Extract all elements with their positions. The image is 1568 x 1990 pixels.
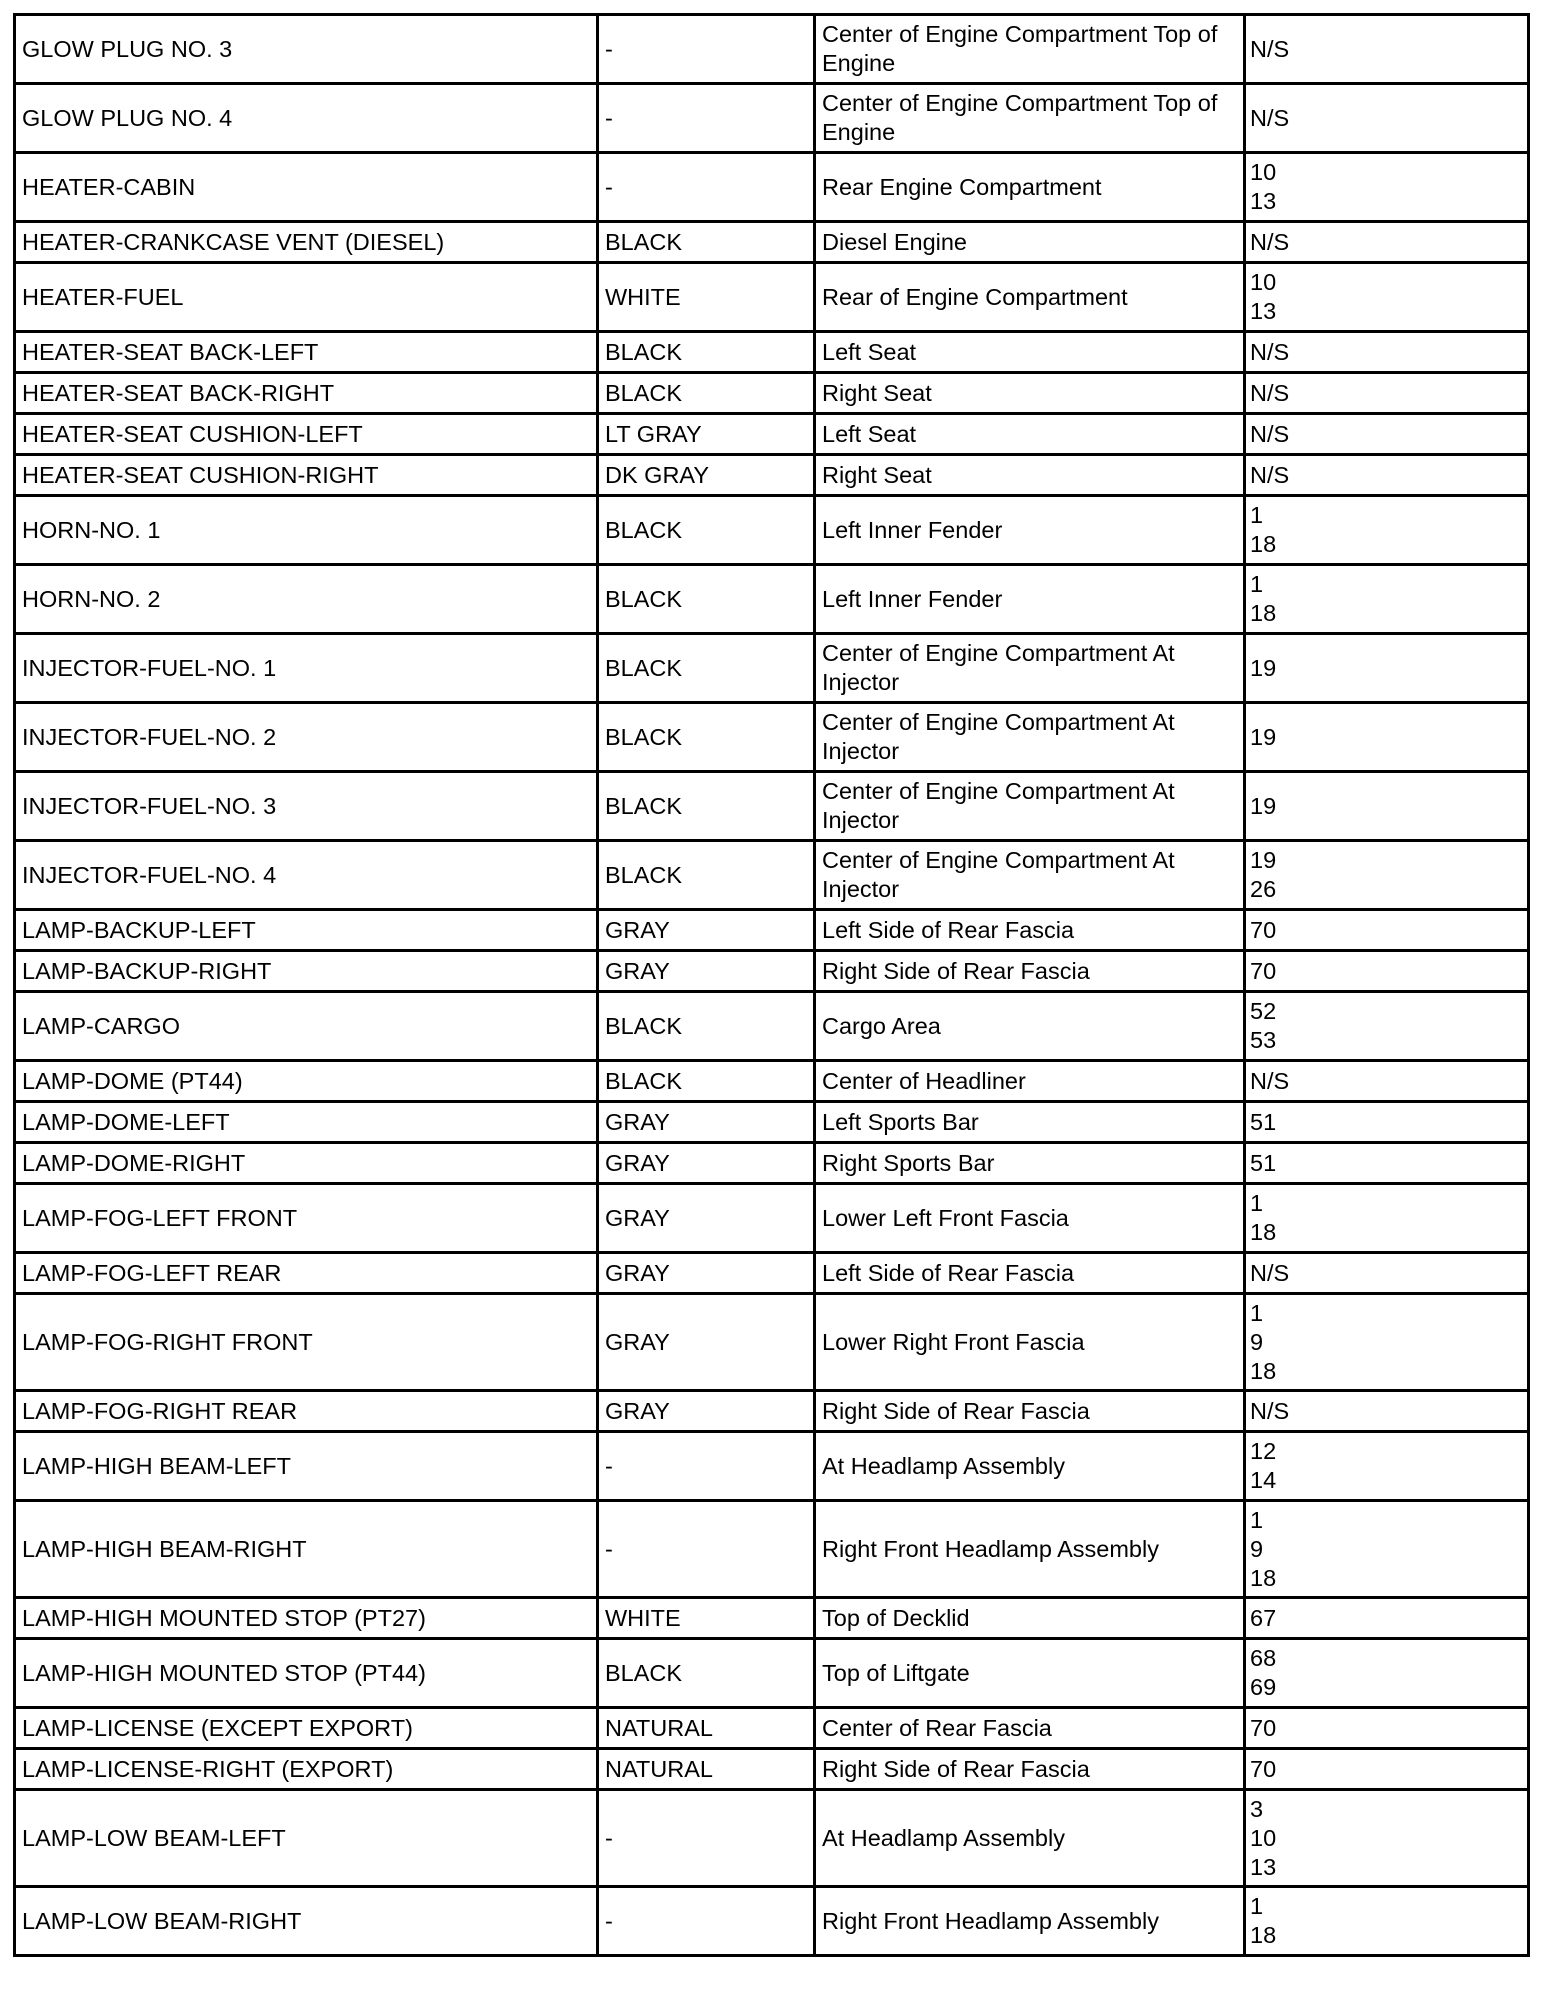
fig-cell <box>1245 772 1529 841</box>
fig-cell <box>1245 565 1529 634</box>
location-cell: Left Inner Fender <box>815 496 1245 565</box>
fig-cell <box>1245 1749 1529 1790</box>
table-row <box>15 1598 1529 1639</box>
connector-color-cell: BLACK <box>598 772 815 841</box>
location-cell: Cargo Area <box>815 992 1245 1061</box>
table-row <box>15 1391 1529 1432</box>
table-row <box>15 951 1529 992</box>
location-cell: Rear of Engine Compartment <box>815 263 1245 332</box>
location-cell: Top of Liftgate <box>815 1639 1245 1708</box>
fig-number: N/S <box>1250 35 1290 62</box>
fig-cell <box>1245 992 1529 1061</box>
location-cell: Right Side of Rear Fascia <box>815 1391 1245 1432</box>
location-cell: Left Inner Fender <box>815 565 1245 634</box>
connector-color-cell: BLACK <box>598 992 815 1061</box>
connector-color-cell: BLACK <box>598 332 815 373</box>
fig-number: 10 <box>1250 269 1277 295</box>
fig-number: 70 <box>1250 1714 1277 1741</box>
fig-number: 70 <box>1250 916 1277 943</box>
location-cell: Center of Engine Compartment At Injector <box>815 634 1245 703</box>
location-cell: Top of Decklid <box>815 1598 1245 1639</box>
table-row <box>15 1790 1529 1887</box>
fig-number: 51 <box>1250 1149 1277 1176</box>
fig-number: 19 <box>1250 723 1277 750</box>
location-cell: Right Seat <box>815 455 1245 496</box>
component-cell: HEATER-CRANKCASE VENT (DIESEL) <box>15 222 598 263</box>
table-row <box>15 455 1529 496</box>
table-row <box>15 1253 1529 1294</box>
fig-number: 12 <box>1250 1438 1277 1464</box>
component-cell: HORN-NO. 2 <box>15 565 598 634</box>
location-cell: Right Side of Rear Fascia <box>815 951 1245 992</box>
component-cell: HEATER-SEAT BACK-RIGHT <box>15 373 598 414</box>
component-cell: LAMP-BACKUP-LEFT <box>15 910 598 951</box>
fig-cell <box>1245 1639 1529 1708</box>
component-cell: LAMP-DOME-RIGHT <box>15 1143 598 1184</box>
component-cell: LAMP-CARGO <box>15 992 598 1061</box>
component-cell: LAMP-DOME (PT44) <box>15 1061 598 1102</box>
connector-color-cell: GRAY <box>598 1391 815 1432</box>
location-cell: At Headlamp Assembly <box>815 1432 1245 1501</box>
component-cell: LAMP-HIGH MOUNTED STOP (PT44) <box>15 1639 598 1708</box>
connector-color-cell: NATURAL <box>598 1708 815 1749</box>
table-row <box>15 992 1529 1061</box>
fig-number: 13 <box>1250 188 1277 214</box>
fig-cell <box>1245 222 1529 263</box>
component-cell: LAMP-DOME-LEFT <box>15 1102 598 1143</box>
table-row <box>15 1102 1529 1143</box>
fig-cell <box>1245 1143 1529 1184</box>
location-cell: Center of Engine Compartment At Injector <box>815 772 1245 841</box>
table-row <box>15 15 1529 84</box>
fig-cell <box>1245 1294 1529 1391</box>
fig-number: 52 <box>1250 998 1277 1024</box>
fig-number: 10 <box>1250 159 1277 185</box>
connector-color-cell: BLACK <box>598 1061 815 1102</box>
fig-cell <box>1245 703 1529 772</box>
fig-cell <box>1245 1391 1529 1432</box>
fig-number: 67 <box>1250 1604 1277 1631</box>
fig-cell <box>1245 373 1529 414</box>
component-cell: INJECTOR-FUEL-NO. 3 <box>15 772 598 841</box>
fig-number: N/S <box>1250 1397 1290 1424</box>
fig-number: 1 <box>1250 502 1264 528</box>
fig-number: 18 <box>1250 1219 1277 1245</box>
table-row <box>15 703 1529 772</box>
fig-cell <box>1245 910 1529 951</box>
fig-cell <box>1245 15 1529 84</box>
table-row <box>15 222 1529 263</box>
fig-number: 9 <box>1250 1328 1264 1355</box>
connector-color-cell: BLACK <box>598 703 815 772</box>
connector-color-cell: LT GRAY <box>598 414 815 455</box>
location-cell: Right Front Headlamp Assembly <box>815 1501 1245 1598</box>
component-cell: INJECTOR-FUEL-NO. 4 <box>15 841 598 910</box>
location-cell: Center of Rear Fascia <box>815 1708 1245 1749</box>
table-row <box>15 1294 1529 1391</box>
fig-cell <box>1245 1061 1529 1102</box>
component-cell: HEATER-SEAT BACK-LEFT <box>15 332 598 373</box>
fig-cell <box>1245 1253 1529 1294</box>
table-row <box>15 1501 1529 1598</box>
table-row <box>15 1887 1529 1956</box>
table-row <box>15 1143 1529 1184</box>
component-cell: HORN-NO. 1 <box>15 496 598 565</box>
fig-number: 1 <box>1250 1893 1264 1919</box>
connector-color-cell: GRAY <box>598 951 815 992</box>
connector-color-cell: - <box>598 1432 815 1501</box>
location-cell: Left Side of Rear Fascia <box>815 910 1245 951</box>
table-row <box>15 496 1529 565</box>
location-cell: Left Seat <box>815 414 1245 455</box>
fig-number: 1 <box>1250 1506 1264 1533</box>
location-cell: Rear Engine Compartment <box>815 153 1245 222</box>
table-row <box>15 373 1529 414</box>
fig-cell <box>1245 84 1529 153</box>
fig-number: 18 <box>1250 1357 1277 1384</box>
table-row <box>15 332 1529 373</box>
connector-color-cell: DK GRAY <box>598 455 815 496</box>
fig-number: 14 <box>1250 1467 1277 1493</box>
location-cell: Right Front Headlamp Assembly <box>815 1887 1245 1956</box>
connector-color-cell: - <box>598 153 815 222</box>
component-cell: LAMP-HIGH BEAM-RIGHT <box>15 1501 598 1598</box>
fig-number: 9 <box>1250 1535 1264 1562</box>
fig-cell <box>1245 1501 1529 1598</box>
fig-number: N/S <box>1250 228 1290 255</box>
location-cell: Right Sports Bar <box>815 1143 1245 1184</box>
fig-number: 13 <box>1250 1853 1277 1880</box>
fig-number: 19 <box>1250 792 1277 819</box>
fig-number: 69 <box>1250 1674 1277 1700</box>
location-cell: Center of Engine Compartment Top of Engine <box>815 15 1245 84</box>
table-row <box>15 153 1529 222</box>
location-cell: Left Side of Rear Fascia <box>815 1253 1245 1294</box>
fig-number: 18 <box>1250 1922 1277 1948</box>
fig-number: 70 <box>1250 1755 1277 1782</box>
table-row <box>15 841 1529 910</box>
component-cell: LAMP-LOW BEAM-RIGHT <box>15 1887 598 1956</box>
component-cell: LAMP-LOW BEAM-LEFT <box>15 1790 598 1887</box>
table-row <box>15 1432 1529 1501</box>
connector-color-cell: - <box>598 84 815 153</box>
location-cell: Lower Left Front Fascia <box>815 1184 1245 1253</box>
component-cell: GLOW PLUG NO. 4 <box>15 84 598 153</box>
component-cell: LAMP-FOG-RIGHT FRONT <box>15 1294 598 1391</box>
table-body <box>15 15 1529 1956</box>
component-cell: LAMP-FOG-RIGHT REAR <box>15 1391 598 1432</box>
fig-number: 19 <box>1250 654 1277 681</box>
fig-number: N/S <box>1250 420 1290 447</box>
fig-cell <box>1245 951 1529 992</box>
connector-color-cell: GRAY <box>598 1184 815 1253</box>
connector-color-cell: - <box>598 1790 815 1887</box>
fig-cell <box>1245 455 1529 496</box>
component-cell: LAMP-LICENSE-RIGHT (EXPORT) <box>15 1749 598 1790</box>
table-row <box>15 263 1529 332</box>
table-row <box>15 1639 1529 1708</box>
fig-cell <box>1245 1184 1529 1253</box>
connector-color-cell: GRAY <box>598 1253 815 1294</box>
location-cell: Left Seat <box>815 332 1245 373</box>
fig-number: 18 <box>1250 531 1277 557</box>
connector-color-cell: NATURAL <box>598 1749 815 1790</box>
fig-cell <box>1245 1790 1529 1887</box>
location-cell: Right Seat <box>815 373 1245 414</box>
connector-color-cell: WHITE <box>598 1598 815 1639</box>
component-cell: INJECTOR-FUEL-NO. 1 <box>15 634 598 703</box>
connector-color-cell: GRAY <box>598 1294 815 1391</box>
component-cell: LAMP-FOG-LEFT REAR <box>15 1253 598 1294</box>
fig-cell <box>1245 1102 1529 1143</box>
fig-cell <box>1245 332 1529 373</box>
connector-color-cell: BLACK <box>598 496 815 565</box>
fig-number: 70 <box>1250 957 1277 984</box>
table-row <box>15 634 1529 703</box>
connector-color-cell: GRAY <box>598 1102 815 1143</box>
location-cell: Right Side of Rear Fascia <box>815 1749 1245 1790</box>
component-cell: INJECTOR-FUEL-NO. 2 <box>15 703 598 772</box>
fig-number: 1 <box>1250 1190 1264 1216</box>
fig-number: 51 <box>1250 1108 1277 1135</box>
table-row <box>15 1061 1529 1102</box>
location-cell: Lower Right Front Fascia <box>815 1294 1245 1391</box>
fig-number: 1 <box>1250 1299 1264 1326</box>
component-cell: HEATER-SEAT CUSHION-LEFT <box>15 414 598 455</box>
location-cell: Center of Engine Compartment At Injector <box>815 703 1245 772</box>
location-cell: Diesel Engine <box>815 222 1245 263</box>
connector-color-cell: BLACK <box>598 373 815 414</box>
connector-color-cell: BLACK <box>598 634 815 703</box>
table-row <box>15 565 1529 634</box>
fig-number: N/S <box>1250 1067 1290 1094</box>
connector-color-cell: GRAY <box>598 910 815 951</box>
component-cell: LAMP-HIGH MOUNTED STOP (PT27) <box>15 1598 598 1639</box>
connector-color-cell: WHITE <box>598 263 815 332</box>
component-cell: LAMP-LICENSE (EXCEPT EXPORT) <box>15 1708 598 1749</box>
fig-number: 26 <box>1250 876 1277 902</box>
fig-number: 19 <box>1250 847 1277 873</box>
fig-number: 3 <box>1250 1795 1264 1822</box>
fig-cell <box>1245 153 1529 222</box>
location-cell: Center of Engine Compartment At Injector <box>815 841 1245 910</box>
fig-number: N/S <box>1250 461 1290 488</box>
fig-number: 18 <box>1250 600 1277 626</box>
component-cell: HEATER-SEAT CUSHION-RIGHT <box>15 455 598 496</box>
connector-color-cell: - <box>598 1501 815 1598</box>
fig-number: 18 <box>1250 1564 1277 1591</box>
connector-color-cell: GRAY <box>598 1143 815 1184</box>
connector-color-cell: - <box>598 15 815 84</box>
fig-cell <box>1245 263 1529 332</box>
location-cell: Left Sports Bar <box>815 1102 1245 1143</box>
fig-number: 10 <box>1250 1824 1277 1851</box>
table-row <box>15 1749 1529 1790</box>
table-row <box>15 772 1529 841</box>
component-cell: HEATER-FUEL <box>15 263 598 332</box>
fig-cell <box>1245 1887 1529 1956</box>
fig-number: N/S <box>1250 1259 1290 1286</box>
fig-number: N/S <box>1250 104 1290 131</box>
fig-cell <box>1245 841 1529 910</box>
table-row <box>15 84 1529 153</box>
fig-number: N/S <box>1250 338 1290 365</box>
location-cell: Center of Headliner <box>815 1061 1245 1102</box>
component-cell: GLOW PLUG NO. 3 <box>15 15 598 84</box>
fig-cell <box>1245 1708 1529 1749</box>
fig-cell <box>1245 1598 1529 1639</box>
table-row <box>15 414 1529 455</box>
table-row <box>15 1184 1529 1253</box>
fig-cell <box>1245 496 1529 565</box>
fig-number: N/S <box>1250 379 1290 406</box>
connector-color-cell: BLACK <box>598 565 815 634</box>
component-cell: LAMP-FOG-LEFT FRONT <box>15 1184 598 1253</box>
connector-location-table <box>13 13 1530 1957</box>
table-row <box>15 1708 1529 1749</box>
fig-number: 68 <box>1250 1645 1277 1671</box>
connector-color-cell: BLACK <box>598 841 815 910</box>
component-cell: LAMP-HIGH BEAM-LEFT <box>15 1432 598 1501</box>
component-cell: HEATER-CABIN <box>15 153 598 222</box>
connector-color-cell: BLACK <box>598 1639 815 1708</box>
fig-cell <box>1245 634 1529 703</box>
table-row <box>15 910 1529 951</box>
fig-cell <box>1245 414 1529 455</box>
fig-cell <box>1245 1432 1529 1501</box>
component-cell: LAMP-BACKUP-RIGHT <box>15 951 598 992</box>
fig-number: 13 <box>1250 298 1277 324</box>
fig-number: 1 <box>1250 571 1264 597</box>
fig-number: 53 <box>1250 1027 1277 1053</box>
connector-color-cell: BLACK <box>598 222 815 263</box>
connector-color-cell: - <box>598 1887 815 1956</box>
location-cell: At Headlamp Assembly <box>815 1790 1245 1887</box>
location-cell: Center of Engine Compartment Top of Engine <box>815 84 1245 153</box>
